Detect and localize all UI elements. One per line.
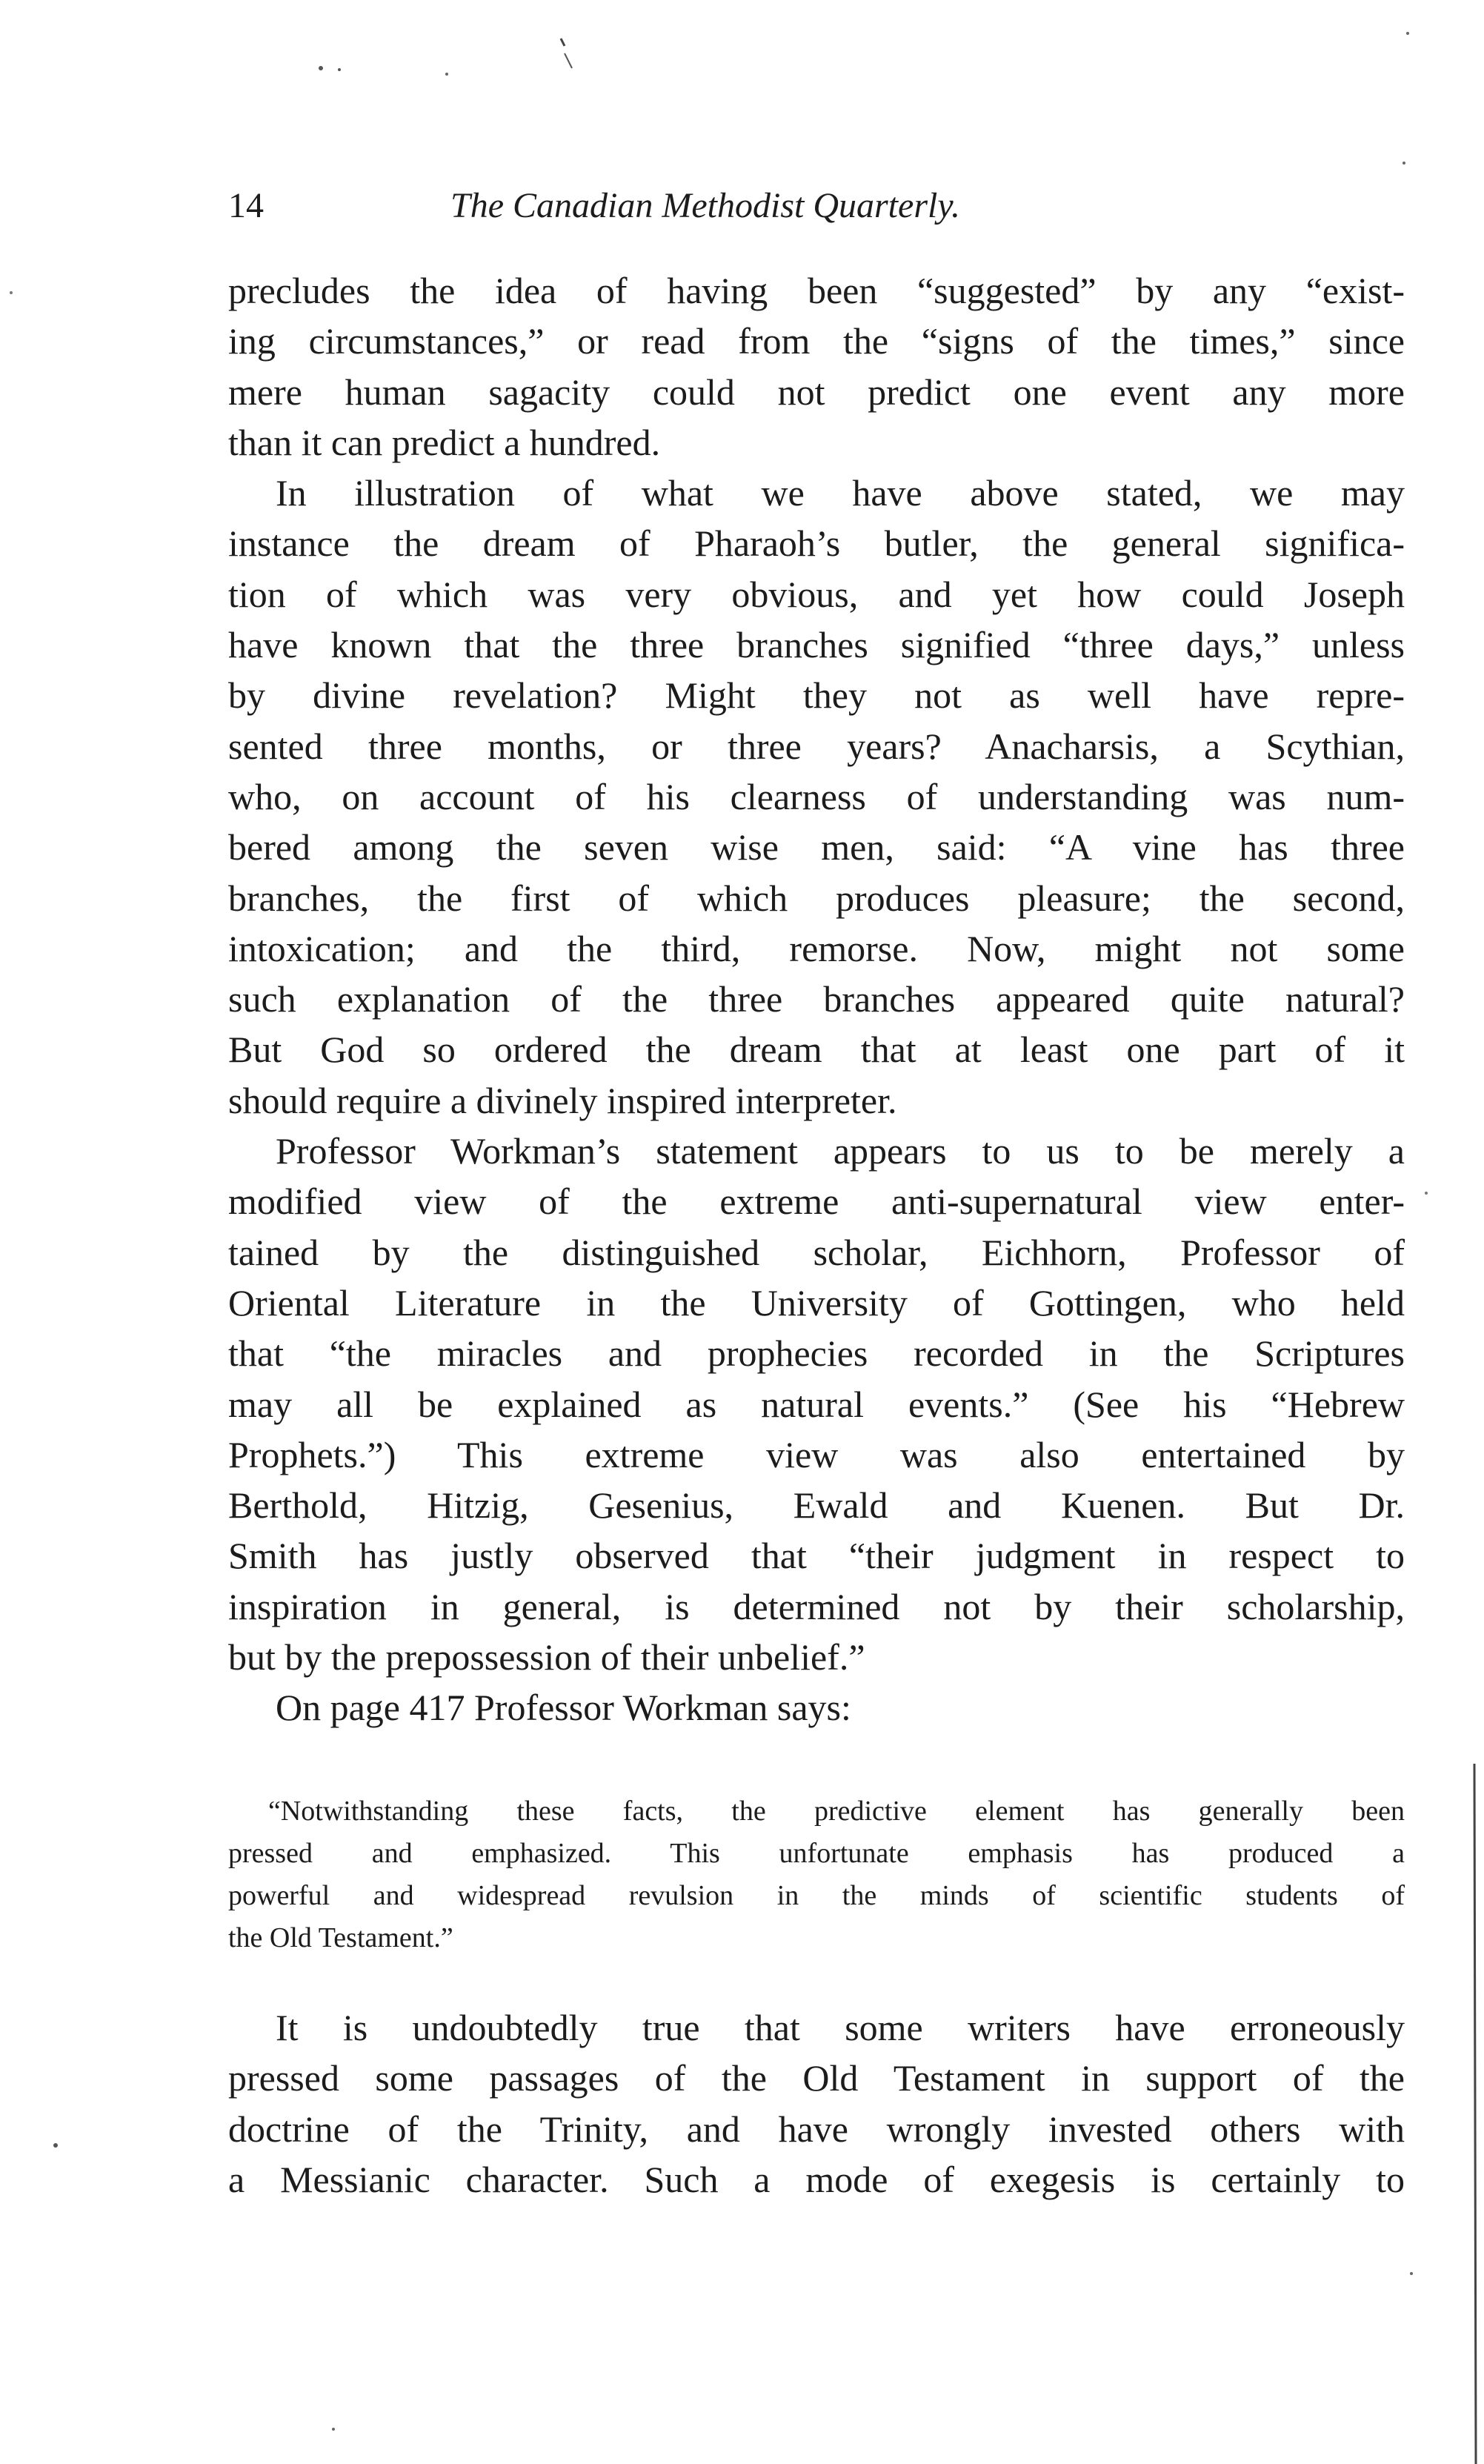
scan-speck bbox=[338, 68, 341, 71]
quote-line: “Notwithstanding these facts, the predictive element has generally been bbox=[268, 1796, 1405, 1827]
scan-speck bbox=[1425, 1192, 1428, 1195]
text-line: that “the miracles and prophecies recorded in the Scriptures bbox=[228, 1332, 1405, 1375]
text-line: Berthold, Hitzig, Gesenius, Ewald and Kuenen. But Dr. bbox=[228, 1484, 1405, 1527]
scan-speck bbox=[445, 73, 448, 76]
running-title: The Canadian Methodist Quarterly. bbox=[450, 186, 960, 225]
text-line: Professor Workman’s statement appears to us to be merely a bbox=[276, 1130, 1405, 1172]
quote-line: pressed and emphasized. This unfortunate emphasis has produced a bbox=[228, 1838, 1405, 1869]
page-number: 14 bbox=[228, 186, 264, 225]
scan-speck bbox=[1406, 32, 1409, 35]
scan-speck bbox=[10, 291, 13, 294]
page-header bbox=[228, 176, 1154, 236]
text-line: Prophets.”) This extreme view was also entertained by bbox=[228, 1433, 1405, 1475]
scan-speck bbox=[319, 66, 323, 70]
quote-line: the Old Testament.” bbox=[228, 1922, 453, 1953]
scan-speck bbox=[561, 39, 565, 46]
text-line: Oriental Literature in the University of Gottingen, who held bbox=[228, 1281, 1405, 1324]
text-line: It is undoubtedly true that some writers have erroneously bbox=[276, 2007, 1405, 2048]
text-line: may all be explained as natural events.” (See his “Hebrew bbox=[228, 1383, 1405, 1425]
text-line: than it can predict a hundred. bbox=[228, 421, 661, 463]
text-line: should require a divinely inspired interpreter. bbox=[228, 1079, 897, 1121]
text-line: pressed some passages of the Old Testament in support of the bbox=[228, 2057, 1405, 2099]
scan-speck bbox=[332, 2428, 335, 2431]
text-line: a Messianic character. Such a mode of exegesis is certainly to bbox=[228, 2158, 1405, 2200]
quote-line: powerful and widespread revulsion in the minds of scientific students of bbox=[228, 1880, 1405, 1911]
scan-speck bbox=[53, 2143, 58, 2148]
text-line: tion of which was very obvious, and yet how could Joseph bbox=[228, 573, 1405, 615]
text-line: have known that the three branches signified “three days,” unless bbox=[228, 624, 1405, 666]
closing-paragraph bbox=[228, 2002, 1405, 2205]
text-line: Smith has justly observed that “their judgment in respect to bbox=[228, 1535, 1405, 1577]
text-line: In illustration of what we have above stated, we may bbox=[276, 472, 1405, 514]
text-line: such explanation of the three branches appeared quite natural? bbox=[228, 978, 1405, 1020]
text-line: modified view of the extreme anti-supernatural view enter- bbox=[228, 1180, 1405, 1223]
scan-speck bbox=[565, 53, 572, 68]
text-line: intoxication; and the third, remorse. Now, might not some bbox=[228, 927, 1405, 969]
text-line: who, on account of his clearness of understanding was num- bbox=[228, 775, 1405, 817]
text-line: sented three months, or three years? Anacharsis, a Scythian, bbox=[228, 725, 1405, 767]
text-line: but by the prepossession of their unbelief.” bbox=[228, 1636, 865, 1678]
body-text bbox=[228, 265, 1405, 1733]
text-line: branches, the first of which produces pleasure; the second, bbox=[228, 877, 1405, 919]
block-quote bbox=[228, 1790, 1405, 1959]
text-line: precludes the idea of having been “suggested” by any “exist- bbox=[228, 270, 1405, 311]
text-line: ing circumstances,” or read from the “signs of the times,” since bbox=[228, 320, 1405, 362]
text-line: On page 417 Professor Workman says: bbox=[276, 1687, 851, 1729]
text-line: tained by the distinguished scholar, Eichhorn, Professor of bbox=[228, 1231, 1405, 1273]
text-line: inspiration in general, is determined not by their scholarship, bbox=[228, 1585, 1405, 1627]
text-line: by divine revelation? Might they not as well have repre- bbox=[228, 674, 1405, 717]
scan-speck bbox=[1410, 2272, 1413, 2275]
text-line: doctrine of the Trinity, and have wrongly invested others with bbox=[228, 2108, 1405, 2150]
text-line: But God so ordered the dream that at least one part of it bbox=[228, 1029, 1405, 1071]
text-line: bered among the seven wise men, said: “A vine has three bbox=[228, 826, 1405, 869]
text-line: instance the dream of Pharaoh’s butler, the general significa- bbox=[228, 522, 1405, 565]
scan-speck bbox=[1403, 162, 1405, 165]
text-line: mere human sagacity could not predict one event any more bbox=[228, 371, 1405, 413]
page-edge bbox=[1474, 1764, 1476, 2464]
